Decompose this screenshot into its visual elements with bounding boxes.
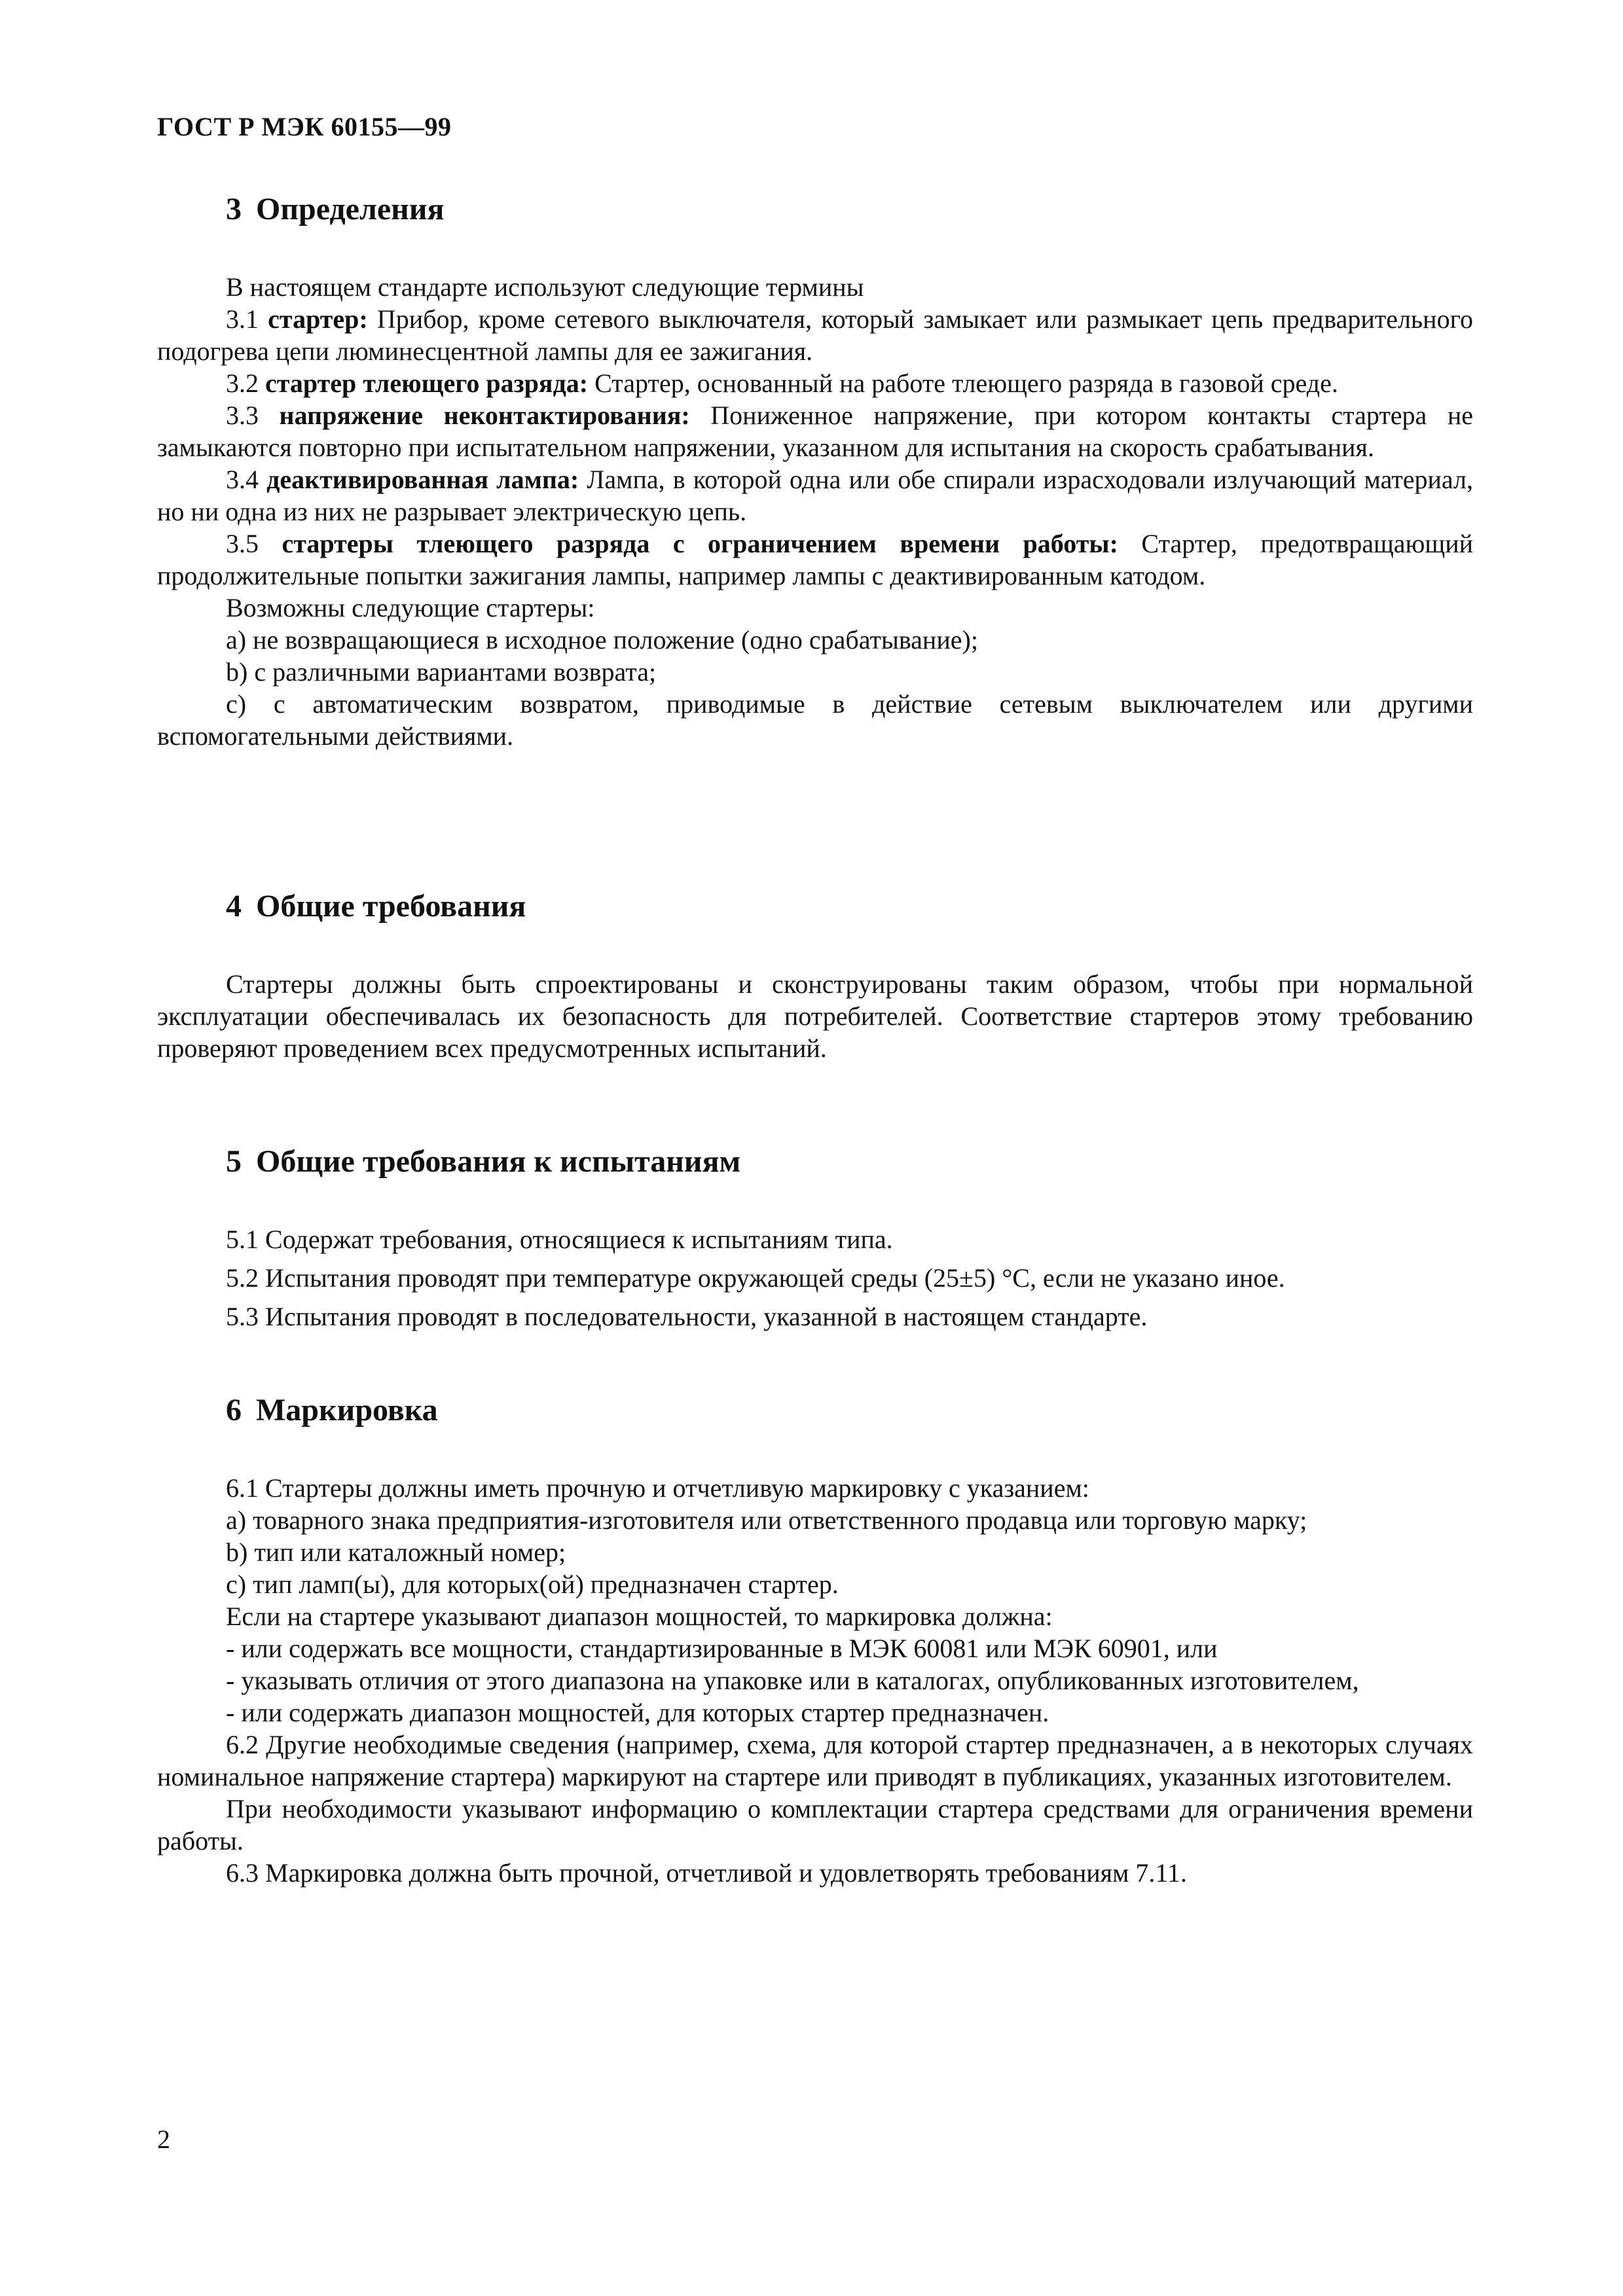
list-item: - указывать отличия от этого диапазона на упаковке или в каталогах, опубликованных изготовителем, <box>226 1666 1359 1695</box>
definition-term: деактивированная лампа: <box>266 465 579 494</box>
definition-term: стартеры тлеющего разряда с ограничением времени работы: <box>282 529 1118 558</box>
section-test-requirements <box>157 1142 1473 1339</box>
page-number: 2 <box>157 2125 170 2154</box>
definition-term: стартер: <box>268 304 368 334</box>
definition-number: 3.3 <box>226 401 259 430</box>
definition-item <box>157 528 1473 592</box>
list-item: c) с автоматическим возвратом, приводимые в действие сетевым выключателем или другими вспомогательными действиями. <box>157 689 1473 751</box>
section-body <box>157 1223 1473 1333</box>
paragraph: 6.3 Маркировка должна быть прочной, отчетливой и удовлетворять требованиям 7.11. <box>226 1858 1187 1888</box>
section-number: 3 <box>226 192 242 226</box>
paragraph: При необходимости указывают информацию о комплектации стартера средствами для ограничения времени работы. <box>157 1794 1473 1856</box>
definition-text: Стартер, предотвращающий продолжительные попытки зажигания лампы, например лампы с деактивированным катодом. <box>157 529 1474 590</box>
section-marking <box>157 1391 1473 1889</box>
definition-text: Лампа, в которой одна или обе спирали израсходовали излучающий материал, но ни одна из них не разрывает электрическую цепь. <box>157 465 1473 526</box>
section-body <box>157 271 1473 752</box>
list-item: 5.3 Испытания проводят в последовательности, указанной в настоящем стандарте. <box>226 1302 1148 1331</box>
paragraph: Возможны следующие стартеры: <box>226 593 595 622</box>
definition-text: Прибор, кроме сетевого выключателя, который замыкает или размыкает цепь предварительного подогрева цепи люминесцентной лампы для ее зажигания. <box>157 304 1473 366</box>
section-heading <box>157 1142 1473 1181</box>
paragraph: 6.1 Стартеры должны иметь прочную и отчетливую маркировку с указанием: <box>226 1473 1089 1503</box>
section-heading <box>157 1391 1473 1430</box>
definition-text: Пониженное напряжение, при котором контакты стартера не замыкаются повторно при испытательном напряжении, указанном для испытания на скорость срабатывания. <box>157 401 1473 462</box>
paragraph: 6.2 Другие необходимые сведения (например, схема, для которой стартер предназначен, а в некоторых случаях номинальное напряжение стартера) маркируют на стартере или приводят в публикациях, указанных изготовителем. <box>157 1730 1473 1791</box>
list-item: 5.2 Испытания проводят при температуре окружающей среды (25±5) °С, если не указано иное. <box>226 1263 1285 1293</box>
list-item: a) не возвращающиеся в исходное положение (одно срабатывание); <box>226 625 978 655</box>
paragraph: Если на стартере указывают диапазон мощностей, то маркировка должна: <box>226 1602 1053 1631</box>
document-header: ГОСТ Р МЭК 60155—99 <box>157 112 452 141</box>
section-body <box>157 1472 1473 1889</box>
section-number: 6 <box>226 1393 242 1427</box>
list-item: b) с различными вариантами возврата; <box>226 657 657 687</box>
definition-term: стартер тлеющего разряда: <box>265 368 589 398</box>
definition-number: 3.2 <box>226 368 259 398</box>
definition-number: 3.1 <box>226 304 259 334</box>
paragraph: В настоящем стандарте используют следующие термины <box>226 272 864 302</box>
list-item: - или содержать диапазон мощностей, для которых стартер предназначен. <box>226 1698 1049 1727</box>
section-title: Определения <box>256 192 445 226</box>
section-heading <box>157 190 1473 229</box>
definition-item <box>157 367 1473 399</box>
section-number: 4 <box>226 889 242 924</box>
definition-term: напряжение неконтактирования: <box>279 401 690 430</box>
section-definitions <box>157 190 1473 752</box>
definition-item <box>157 399 1473 463</box>
section-title: Общие требования <box>256 889 526 924</box>
list-item: a) товарного знака предприятия-изготовителя или ответственного продавца или торговую марку; <box>226 1505 1307 1535</box>
definition-number: 3.5 <box>226 529 259 558</box>
section-heading <box>157 887 1473 926</box>
list-item: - или содержать все мощности, стандартизированные в МЭК 60081 или МЭК 60901, или <box>226 1634 1218 1663</box>
section-title: Маркировка <box>256 1393 438 1427</box>
list-item: 5.1 Содержат требования, относящиеся к испытаниям типа. <box>226 1225 893 1254</box>
section-title: Общие требования к испытаниям <box>256 1144 741 1179</box>
definition-text: Стартер, основанный на работе тлеющего разряда в газовой среде. <box>588 368 1338 398</box>
definition-item <box>157 463 1473 528</box>
section-body <box>157 968 1473 1064</box>
list-item: b) тип или каталожный номер; <box>226 1537 566 1567</box>
section-general-requirements <box>157 887 1473 1064</box>
section-number: 5 <box>226 1144 242 1179</box>
paragraph: Стартеры должны быть спроектированы и сконструированы таким образом, чтобы при нормальной эксплуатации обеспечивалась их безопасность для потребителей. Соответствие стартеров этому требованию проверяют проведением всех предусмотренных испытаний. <box>157 969 1473 1063</box>
list-item: c) тип ламп(ы), для которых(ой) предназначен стартер. <box>226 1570 839 1599</box>
definition-number: 3.4 <box>226 465 259 494</box>
definition-item <box>157 303 1473 367</box>
